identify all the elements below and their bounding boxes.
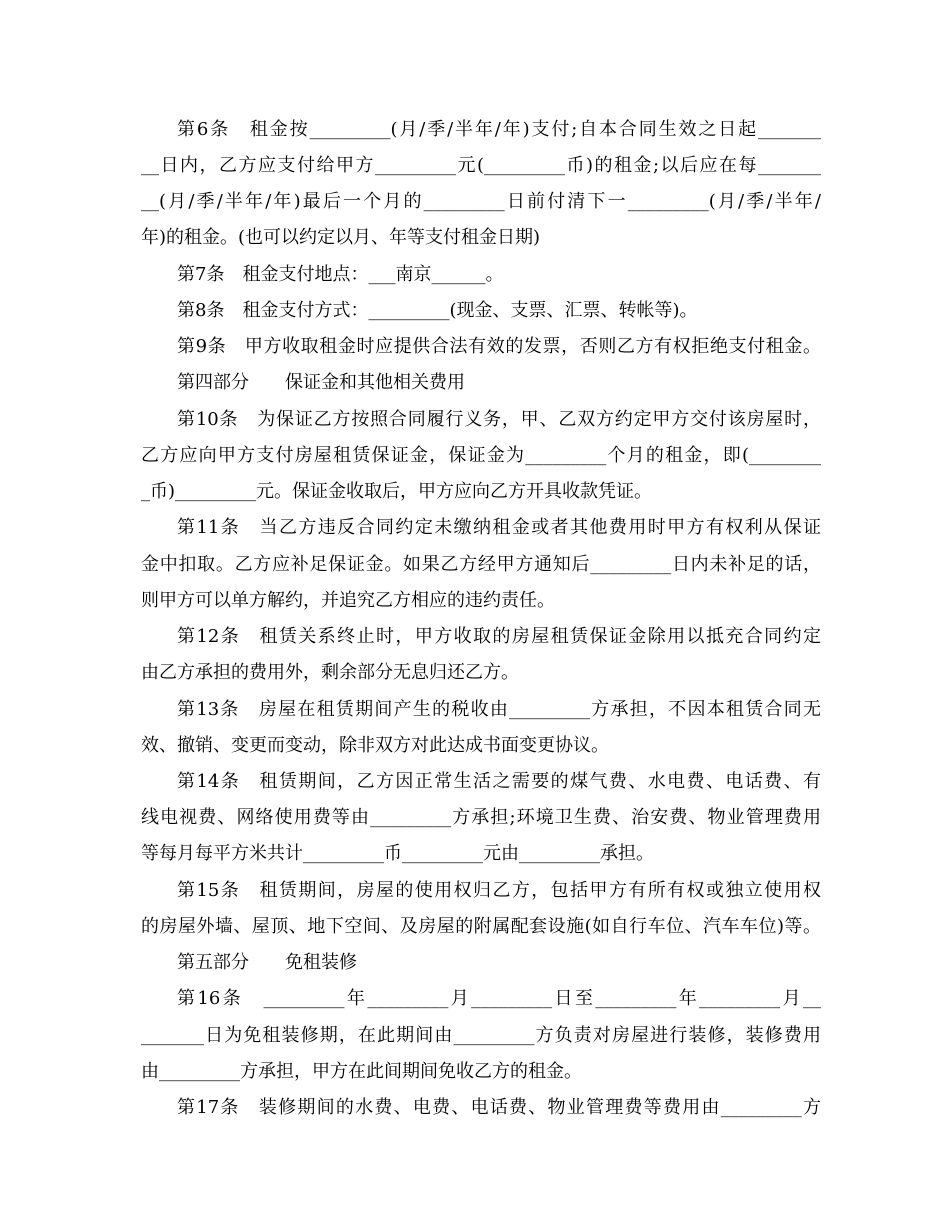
clause-12-line-2: 由乙方承担的费用外，剩余部分无息归还乙方。 — [141, 662, 519, 683]
clause-9: 第9条 甲方收取租金时应提供合法有效的发票，否则乙方有权拒绝支付租金。 — [177, 336, 821, 357]
clause-14-line-2: 线电视费、网络使用费等由_________方承担;环境卫生费、治安费、物业管理费用 — [141, 807, 821, 828]
clause-13-line-2: 效、撤销、变更而变动，除非双方对此达成书面变更协议。 — [141, 735, 609, 756]
clause-6-line-2: __日内，乙方应支付给甲方_________元(_________币)的租金;以后应在每_______ — [141, 155, 821, 176]
clause-15-line-2: 的房屋外墙、屋顶、地下空间、及房屋的附属配套设施(如自行车位、汽车车位)等。 — [141, 916, 821, 937]
clause-7: 第7条 租金支付地点：___南京______。 — [177, 264, 504, 285]
clause-10-line-2: 乙方应向甲方支付房屋租赁保证金，保证金为_________个月的租金，即(________ — [141, 445, 821, 466]
clause-11-line-2: 金中扣取。乙方应补足保证金。如果乙方经甲方通知后_________日内未补足的话， — [141, 554, 821, 575]
clause-6-line-4: 年)的租金。(也可以约定以月、年等支付租金日期) — [141, 227, 541, 248]
clause-16-line-2: _______日为免租装修期，在此期间由_________方负责对房屋进行装修，装修费用 — [141, 1025, 821, 1046]
clause-11-line-3: 则甲方可以单方解约，并追究乙方相应的违约责任。 — [141, 590, 555, 611]
clause-10-line-3: _币)_________元。保证金收取后，甲方应向乙方开具收款凭证。 — [141, 481, 653, 502]
clause-6-line-1: 第6条 租金按_________(月/季/半年/年)支付;自本合同生效之日起_______ — [177, 119, 821, 140]
clause-17-line-1: 第17条 装修期间的水费、电费、电话费、物业管理费等费用由_________方 — [177, 1097, 821, 1118]
section-5-heading: 第五部分 免租装修 — [177, 952, 357, 973]
clause-16-line-1: 第16条 _________年_________月_________日至_________年_________月__ — [177, 988, 821, 1009]
clause-12-line-1: 第12条 租赁关系终止时，甲方收取的房屋租赁保证金除用以抵充合同约定 — [177, 626, 821, 647]
clause-15-line-1: 第15条 租赁期间，房屋的使用权归乙方，包括甲方有所有权或独立使用权 — [177, 880, 821, 901]
clause-14-line-3: 等每月每平方米共计_________币_________元由_________承担。 — [141, 843, 654, 864]
clause-11-line-1: 第11条 当乙方违反合同约定未缴纳租金或者其他费用时甲方有权利从保证 — [177, 517, 821, 538]
clause-6-line-3: __(月/季/半年/年)最后一个月的_________日前付清下一_________(月/季/半年/ — [141, 191, 821, 212]
section-4-heading: 第四部分 保证金和其他相关费用 — [177, 372, 465, 393]
clause-10-line-1: 第10条 为保证乙方按照合同履行义务，甲、乙双方约定甲方交付该房屋时， — [177, 409, 821, 430]
clause-14-line-1: 第14条 租赁期间，乙方因正常生活之需要的煤气费、水电费、电话费、有 — [177, 771, 821, 792]
clause-13-line-1: 第13条 房屋在租赁期间产生的税收由_________方承担，不因本租赁合同无 — [177, 699, 821, 720]
clause-16-line-3: 由_________方承担，甲方在此间期间免收乙方的租金。 — [141, 1061, 582, 1082]
clause-8: 第8条 租金支付方式：_________(现金、支票、汇票、转帐等)。 — [177, 300, 698, 321]
